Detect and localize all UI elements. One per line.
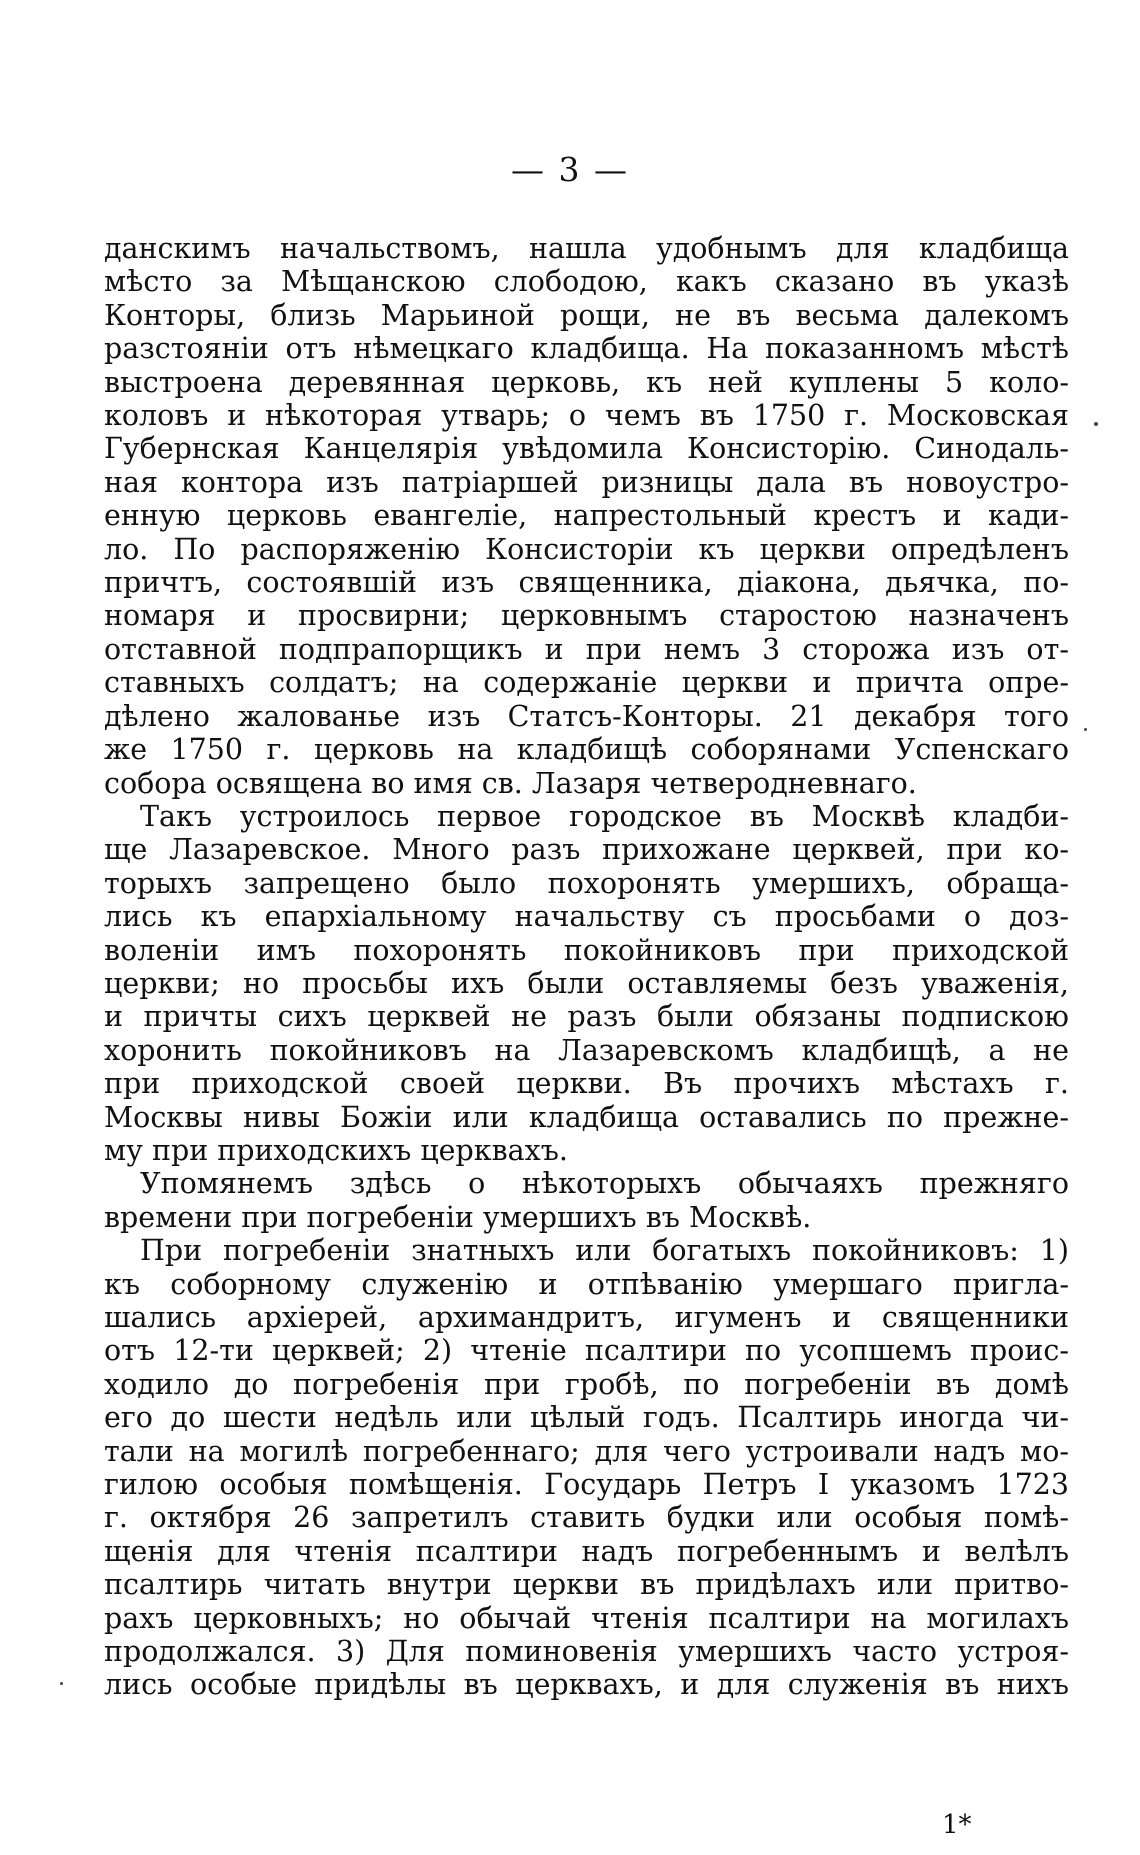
text-line: данскимъ начальствомъ, нашла удобнымъ для кладбища: [104, 232, 1069, 265]
text-line: отставной подпрапорщикъ и при немъ 3 сторожа изъ от-: [104, 632, 1069, 666]
text-line: При погребеніи знатныхъ или богатыхъ покойниковъ: 1): [140, 1234, 1069, 1268]
text-line: Упомянемъ здѣсь о нѣкоторыхъ обычаяхъ прежняго: [140, 1167, 1069, 1201]
text-line: лись къ епархіальному начальству съ просьбами о доз-: [104, 900, 1069, 934]
text-line: Губернская Канцелярія увѣдомила Консисторію. Синодаль-: [104, 432, 1069, 466]
text-line: дѣлено жалованье изъ Статсъ-Конторы. 21 декабря того: [104, 699, 1069, 733]
text-line: хоронить покойниковъ на Лазаревскомъ кладбищѣ, а не: [104, 1033, 1069, 1067]
text-line: щенія для чтенія псалтири надъ погребеннымъ и велѣлъ: [104, 1534, 1069, 1568]
text-line: тали на могилѣ погребеннаго; для чего устроивали надъ мо-: [104, 1434, 1069, 1468]
text-line: г. октября 26 запретилъ ставить будки или особыя помѣ-: [104, 1501, 1069, 1535]
text-line: Такъ устроилось первое городское въ Москвѣ кладби-: [140, 799, 1069, 833]
text-line: церкви; но просьбы ихъ были оставляемы безъ уваженія,: [104, 966, 1069, 1000]
text-line: при приходской своей церкви. Въ прочихъ мѣстахъ г.: [104, 1067, 1069, 1101]
text-line: коловъ и нѣкоторая утварь; о чемъ въ 1750 г. Московская: [104, 399, 1069, 433]
text-line: шались архіерей, архимандритъ, игуменъ и священники: [104, 1301, 1069, 1334]
text-line: лись особые придѣлы въ церквахъ, и для служенія въ нихъ: [104, 1668, 1069, 1702]
text-line: собора освящена во имя св. Лазаря четверодневнаго.: [104, 766, 917, 800]
text-line: же 1750 г. церковь на кладбищѣ соборянами Успенскаго: [104, 733, 1069, 767]
text-line: Москвы нивы Божіи или кладбища оставались по прежне-: [104, 1100, 1069, 1134]
paragraph-3: [104, 1167, 1069, 1234]
text-line: псалтирь читать внутри церкви въ придѣлахъ или притво-: [104, 1568, 1069, 1602]
scan-speck: [1094, 422, 1098, 426]
text-line: отъ 12-ти церквей; 2) чтеніе псалтири по усопшемъ проис-: [104, 1334, 1069, 1368]
text-line: енную церковь евангеліе, напрестольный крестъ и кади-: [104, 499, 1069, 533]
text-line: рахъ церковныхъ; но обычай чтенія псалтири на могилахъ: [104, 1601, 1069, 1635]
text-line: номаря и просвирни; церковнымъ старостою назначенъ: [104, 599, 1069, 633]
text-line: и причты сихъ церквей не разъ были обязаны подпискою: [104, 1000, 1069, 1034]
text-line: гилою особыя помѣщенія. Государь Петръ I указомъ 1723: [104, 1468, 1069, 1502]
text-line: ло. По распоряженію Консисторіи къ церкви опредѣленъ: [104, 532, 1069, 566]
text-line: му при приходскихъ церквахъ.: [104, 1133, 568, 1167]
paragraph-4: [104, 1234, 1069, 1702]
text-line: времени при погребеніи умершихъ въ Москвѣ.: [104, 1200, 812, 1234]
text-line: продолжался. 3) Для поминовенія умершихъ часто устроя-: [104, 1635, 1069, 1669]
text-line: причтъ, состоявшій изъ священника, діакона, дьячка, по-: [104, 566, 1069, 600]
text-line: къ соборному служенію и отпѣванію умершаго пригла-: [104, 1267, 1069, 1301]
text-line: торыхъ запрещено было похоронять умершихъ, обраща-: [104, 866, 1069, 900]
text-line: воленіи имъ похоронять покойниковъ при приходской: [104, 933, 1069, 967]
paragraph-1: [104, 232, 1069, 800]
text-line: Конторы, близь Марьиной рощи, не въ весьма далекомъ: [104, 298, 1069, 332]
text-line: разстояніи отъ нѣмецкаго кладбища. На показанномъ мѣстѣ: [104, 332, 1069, 366]
paragraph-2: [104, 800, 1069, 1167]
scan-speck: [60, 1682, 63, 1685]
text-line: мѣсто за Мѣщанскою слободою, какъ сказано въ указѣ: [104, 265, 1069, 299]
printer-signature-mark: 1*: [942, 1810, 972, 1840]
page-number: — 3 —: [511, 150, 629, 189]
body-text: [104, 232, 1069, 1702]
scan-speck: [1084, 728, 1087, 731]
text-line: выстроена деревянная церковь, къ ней куплены 5 коло-: [104, 365, 1069, 399]
text-line: ходило до погребенія при гробѣ, по погребеніи въ домѣ: [104, 1367, 1069, 1401]
text-line: ще Лазаревское. Много разъ прихожане церквей, при ко-: [104, 833, 1069, 867]
text-line: ная контора изъ патріаршей ризницы дала въ новоустро-: [104, 465, 1069, 499]
text-line: ставныхъ солдатъ; на содержаніе церкви и причта опре-: [104, 666, 1069, 700]
text-line: его до шести недѣль или цѣлый годъ. Псалтирь иногда чи-: [104, 1401, 1069, 1435]
